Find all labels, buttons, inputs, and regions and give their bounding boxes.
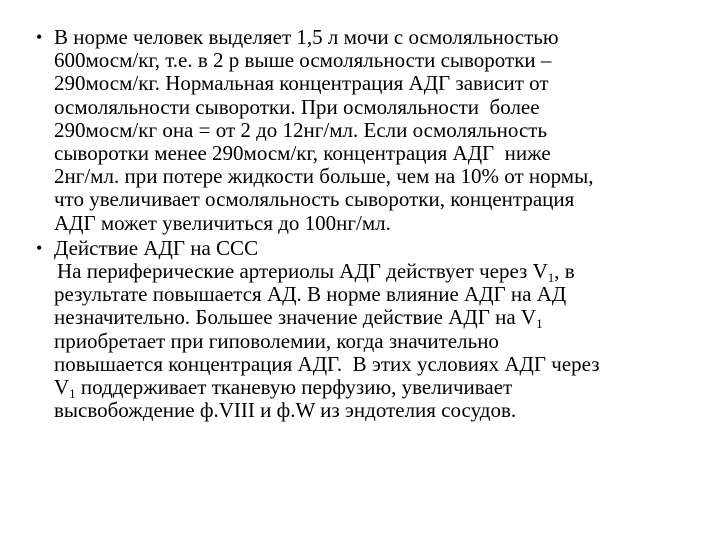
text-line: результате повышается АД. В норме влияние АДГ на АД — [54, 282, 567, 307]
text-line: сыворотки менее 290мосм/кг, концентрация АДГ ниже — [54, 141, 551, 165]
text-line: В норме человек выделяет 1,5 л мочи с осмоляльностью — [54, 25, 559, 49]
text-line: На периферические артериолы АДГ действует через $V_1$, в — [57, 259, 575, 285]
text-line: 290мосм/кг. Нормальная концентрация АДГ зависит от — [54, 71, 549, 96]
text-line: осмоляльности сыворотки. При осмоляльности более — [54, 94, 540, 119]
text-line: повышается концентрация АДГ. В этих условиях АДГ через — [54, 351, 600, 376]
bullet-marker: • — [36, 238, 43, 258]
text-line: высвобождение ф.VIII и ф.W из эндотелия сосудов. — [54, 398, 517, 423]
text-line: Действие АДГ на ССС — [54, 236, 259, 260]
text-line: 290мосм/кг она = от 2 до 12нг/мл. Если осмоляльность — [54, 117, 548, 142]
text-line: незначительно. Большее значение действие АДГ на $V_1$ — [54, 305, 543, 332]
text-line: 2нг/мл. при потере жидкости больше, чем на 10% от нормы, — [54, 164, 594, 189]
text-line: что увеличивает осмоляльность сыворотки, концентрация — [54, 187, 575, 212]
text-line: $V_1$ поддерживает тканевую перфузию, увеличивает — [54, 375, 513, 401]
bullet-marker: • — [36, 27, 43, 47]
text-line: АДГ может увеличиться до 100нг/мл. — [54, 210, 391, 235]
text-line: 600мосм/кг, т.е. в 2 р выше осмоляльности сыворотки – — [54, 48, 552, 73]
text-line: приобретает при гиповолемии, когда значительно — [54, 328, 499, 353]
